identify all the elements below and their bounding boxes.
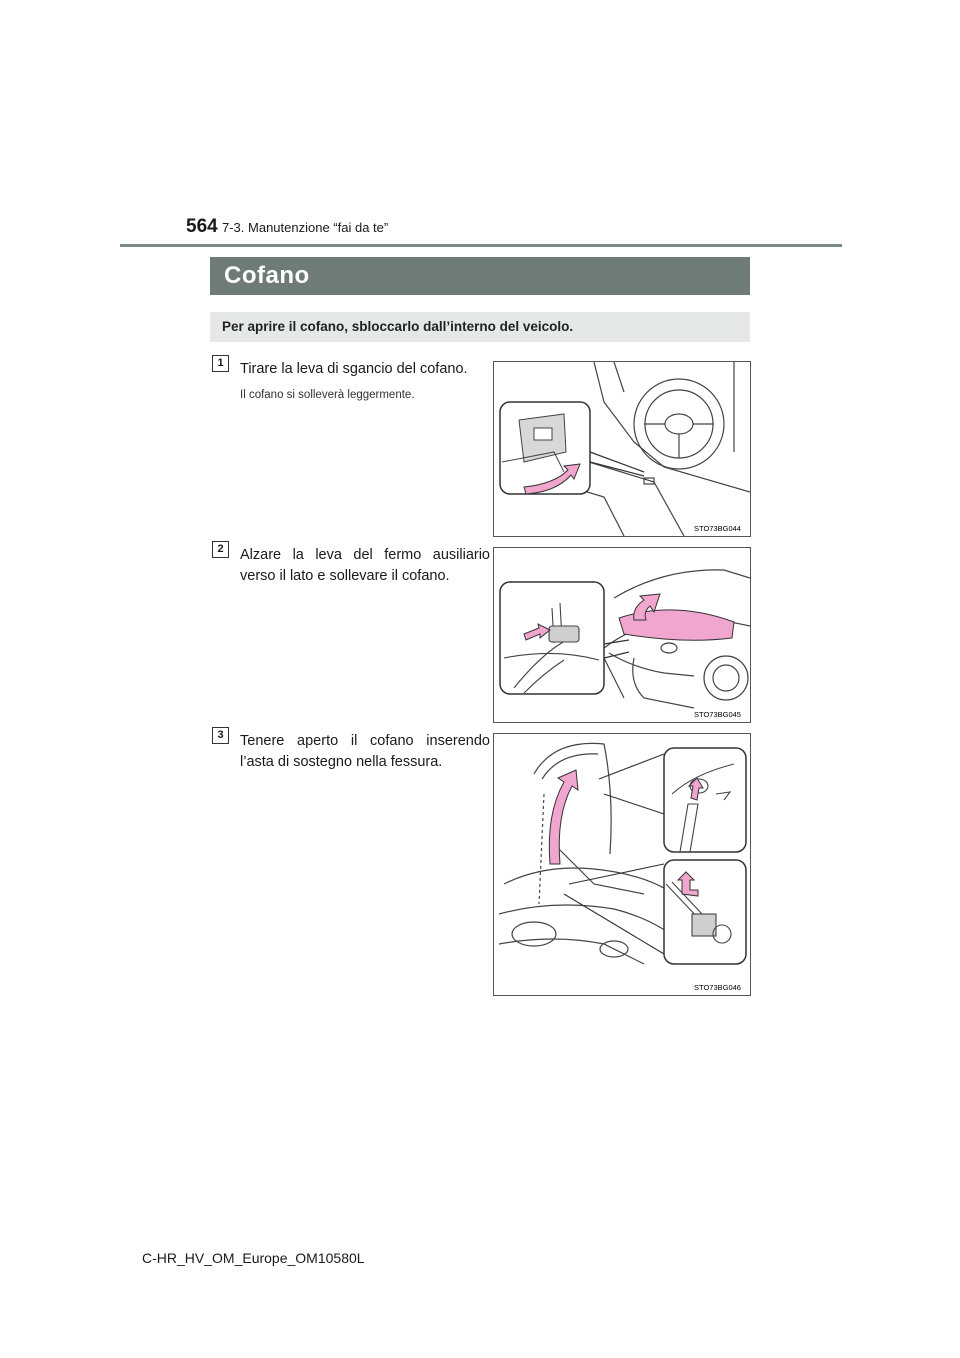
header-rule [120,244,842,247]
step-number-3: 3 [212,727,229,744]
page-number: 564 [186,216,218,237]
step-note-1: Il cofano si solleverà leggermente. [240,389,415,401]
step-text-3: Tenere aperto il cofano inserendo l’asta di sostegno nella fessura. [240,733,490,770]
footer-document-id: C-HR_HV_OM_Europe_OM10580L [142,1250,365,1266]
section-title: 7-3. Manutenzione “fai da te” [222,220,389,235]
page-title: Cofano [224,262,310,289]
step-text-1: Tirare la leva di sgancio del cofano. [240,361,468,377]
title-bar [210,257,750,295]
figure-hood-support-rod [493,733,751,996]
figure-code-2: STO73BG045 [694,710,741,719]
figure-hood-release-lever [493,361,751,537]
figure-code-3: STO73BG046 [694,983,741,992]
step-number-2: 2 [212,541,229,558]
step-text-2: Alzare la leva del fermo ausiliario verso il lato e sollevare il cofano. [240,547,490,584]
step-number-1: 1 [212,355,229,372]
figure-code-1: STO73BG044 [694,524,741,533]
intro-text: Per aprire il cofano, sbloccarlo dall’interno del veicolo. [222,319,574,334]
figure-auxiliary-catch [493,547,751,723]
intro-box [210,312,750,342]
